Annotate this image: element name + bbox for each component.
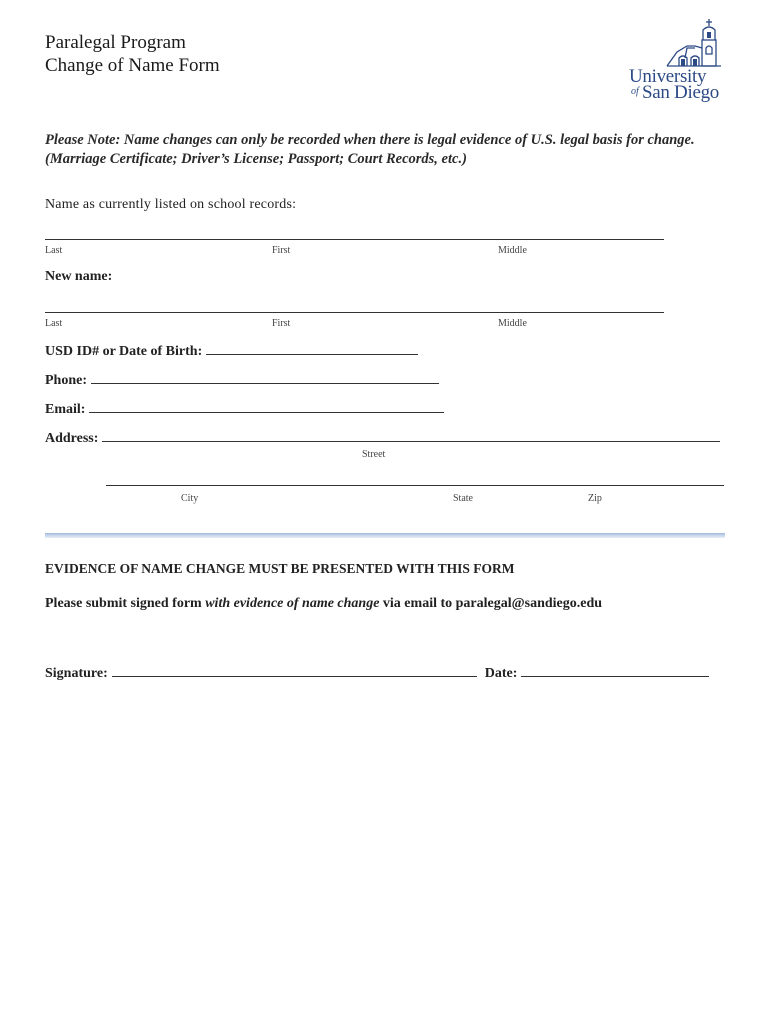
usd-id-row [45, 342, 418, 360]
address-row [45, 429, 720, 447]
new-last-label: Last [45, 318, 63, 329]
state-label: State [453, 493, 473, 504]
evidence-heading: EVIDENCE OF NAME CHANGE MUST BE PRESENTED WITH THIS FORM [45, 561, 515, 576]
address-city-line[interactable] [106, 485, 724, 486]
phone-row [45, 371, 439, 389]
mission-church-icon [665, 18, 723, 68]
signature-field[interactable] [112, 664, 477, 677]
date-field[interactable] [521, 664, 709, 677]
signature-label: Signature: [45, 666, 108, 681]
form-title-program: Paralegal Program [45, 32, 186, 53]
date-label: Date: [484, 666, 518, 681]
submit-instructions [45, 596, 602, 612]
new-name-line[interactable] [45, 312, 664, 313]
usd-id-field[interactable] [206, 342, 418, 355]
phone-field[interactable] [91, 371, 439, 384]
logo-university-text: University [629, 66, 707, 87]
email-label: Email: [45, 402, 86, 417]
address-street-field[interactable] [102, 429, 720, 442]
submit-italic: with evidence of name change [205, 596, 380, 611]
current-name-label: Name as currently listed on school records: [45, 197, 297, 212]
section-divider [45, 533, 725, 538]
usd-id-label: USD ID# or Date of Birth: [45, 344, 203, 359]
current-name-line[interactable] [45, 239, 664, 240]
current-first-label: First [272, 245, 291, 256]
current-last-label: Last [45, 245, 63, 256]
logo-of-text: of [631, 86, 639, 97]
legal-evidence-note: Please Note: Name changes can only be recorded when there is legal evidence of U.S. legal basis for change. (Marriage Certificate; Driver’s License; Passport; Court Records, etc.) [45, 132, 695, 167]
new-first-label: First [272, 318, 291, 329]
signature-row [45, 664, 709, 682]
zip-label: Zip [588, 493, 602, 504]
logo-san-diego-text: San Diego [642, 82, 719, 103]
form-title-name: Change of Name Form [45, 55, 220, 76]
new-name-label: New name: [45, 269, 113, 284]
email-field[interactable] [89, 400, 444, 413]
address-label: Address: [45, 431, 99, 446]
phone-label: Phone: [45, 373, 87, 388]
usd-logo [625, 18, 725, 108]
street-label: Street [362, 449, 386, 460]
new-middle-label: Middle [498, 318, 527, 329]
email-row [45, 400, 444, 418]
submit-suffix: via email to paralegal@sandiego.edu [382, 596, 603, 611]
current-middle-label: Middle [498, 245, 527, 256]
city-label: City [181, 493, 199, 504]
submit-prefix: Please submit signed form [45, 596, 202, 611]
